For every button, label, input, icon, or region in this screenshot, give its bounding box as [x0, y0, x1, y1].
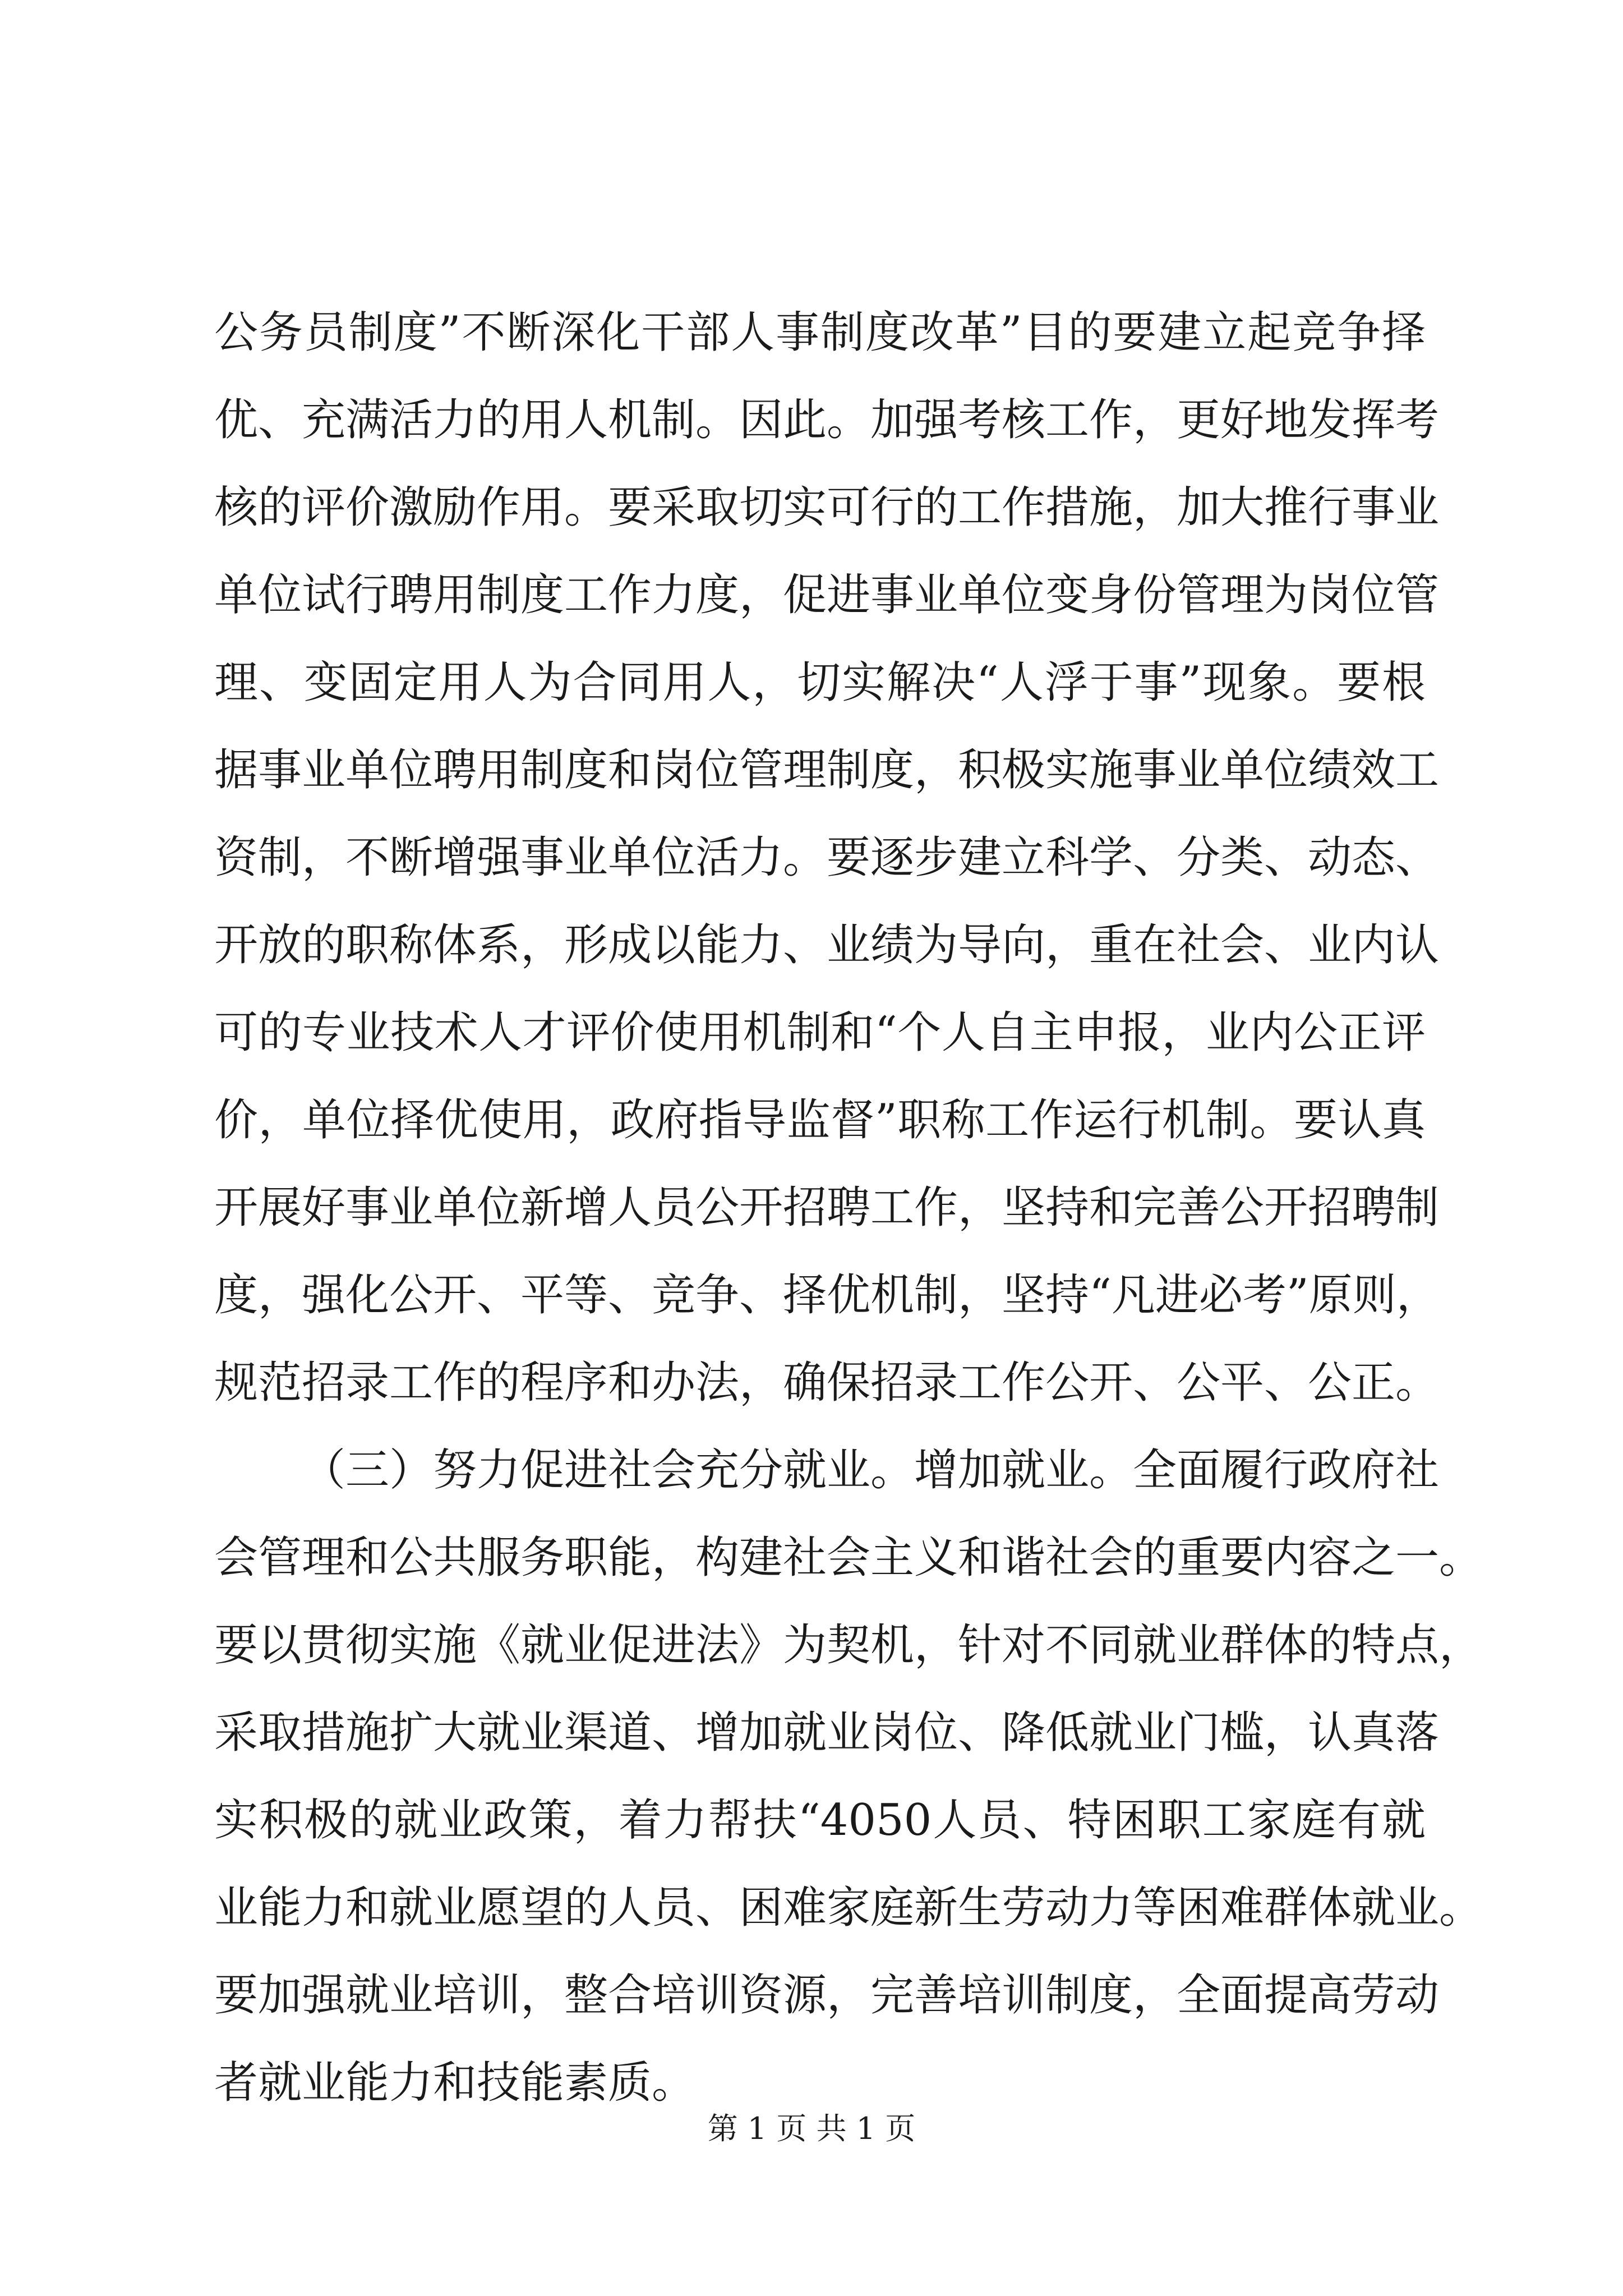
text-line: 者就业能力和技能素质。 [214, 2058, 696, 2108]
text-line: 要以贯彻实施《就业促进法》为契机，针对不同就业群体的特点， [214, 1620, 1483, 1671]
text-line: 开放的职称体系，形成以能力、业绩为导向，重在社会、业内认 [214, 920, 1440, 970]
text-line: 价，单位择优使用，政府指导监督”职称工作运行机制。要认真 [214, 1095, 1426, 1145]
text-line: 会管理和公共服务职能，构建社会主义和谐社会的重要内容之一。 [214, 1533, 1483, 1583]
text-line: 度，强化公开、平等、竞争、择优机制，坚持“凡进必考”原则， [214, 1270, 1440, 1320]
text-line: 资制，不断增强事业单位活力。要逐步建立科学、分类、动态、 [214, 832, 1440, 883]
text-line: 理、变固定用人为合同用人，切实解决“人浮于事”现象。要根 [214, 657, 1426, 708]
text-line: 业能力和就业愿望的人员、困难家庭新生劳动力等困难群体就业。 [214, 1883, 1483, 1933]
text-line: 实积极的就业政策，着力帮扶“4050人员、特困职工家庭有就 [214, 1795, 1426, 1846]
text-line: 优、充满活力的用人机制。因此。加强考核工作，更好地发挥考 [214, 395, 1440, 445]
page-number-footer: 第 1 页 共 1 页 [707, 2111, 916, 2146]
text-line: 要加强就业培训，整合培训资源，完善培训制度，全面提高劳动 [214, 1970, 1440, 2021]
text-line: 开展好事业单位新增人员公开招聘工作，坚持和完善公开招聘制 [214, 1182, 1440, 1233]
body-text [214, 289, 1483, 2127]
text-line: 公务员制度”不断深化干部人事制度改革”目的要建立起竞争择 [214, 307, 1426, 358]
text-line: 规范招录工作的程序和办法，确保招录工作公开、公平、公正。 [214, 1358, 1440, 1408]
text-line: 可的专业技术人才评价使用机制和“个人自主申报，业内公正评 [214, 1007, 1426, 1058]
text-line: 核的评价激励作用。要采取切实可行的工作措施，加大推行事业 [214, 482, 1440, 533]
text-line: 据事业单位聘用制度和岗位管理制度，积极实施事业单位绩效工 [214, 745, 1440, 795]
section-heading-line: （三）努力促进社会充分就业。增加就业。全面履行政府社 [302, 1445, 1440, 1496]
text-line: 采取措施扩大就业渠道、增加就业岗位、降低就业门槛，认真落 [214, 1708, 1440, 1758]
text-line: 单位试行聘用制度工作力度，促进事业单位变身份管理为岗位管 [214, 570, 1440, 620]
